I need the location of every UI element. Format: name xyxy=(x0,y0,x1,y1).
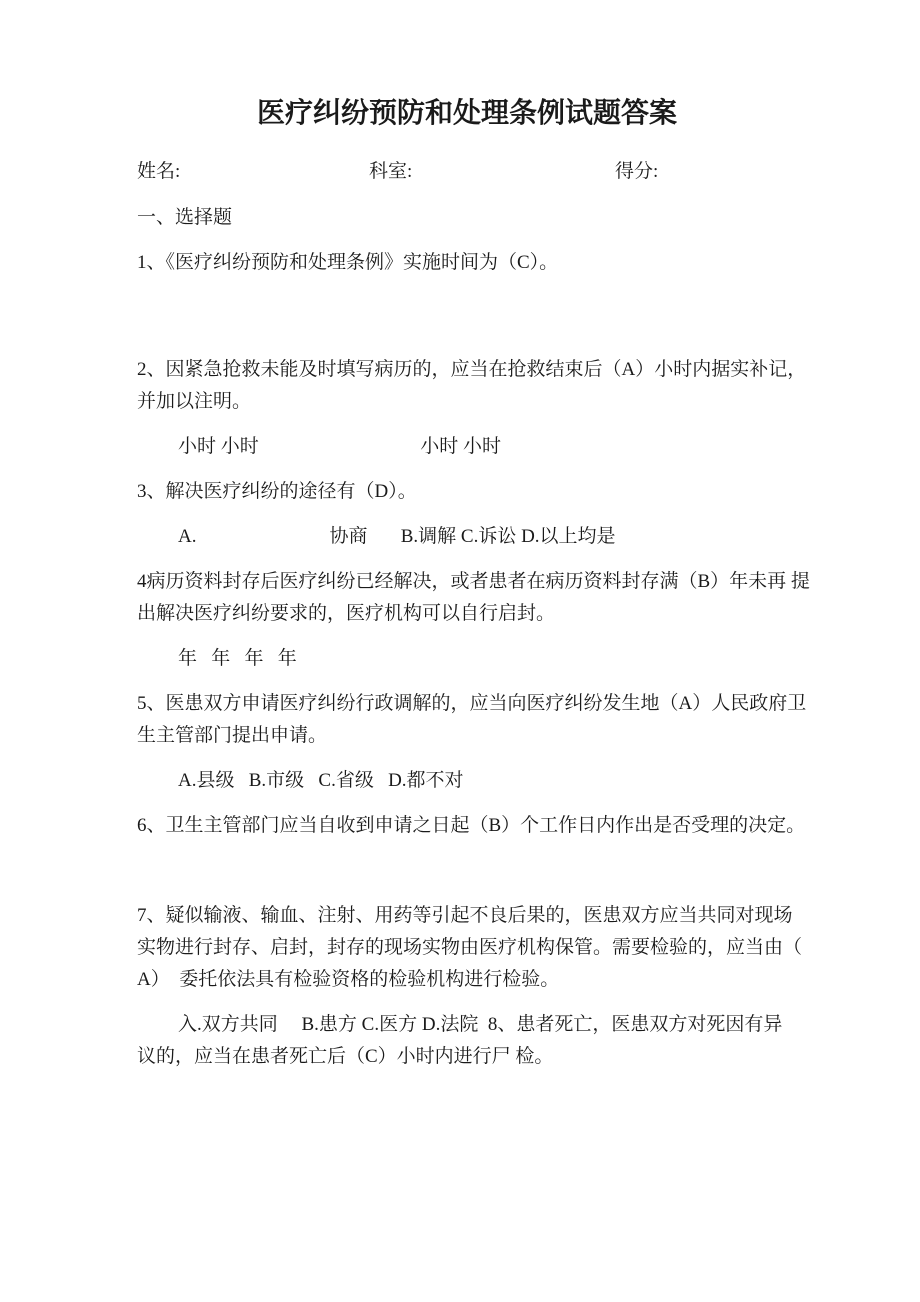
question-2-line-1: 2、因紧急抢救未能及时填写病历的，应当在抢救结束后（A）小时内据实补记， xyxy=(137,359,807,380)
question-7-line-2: 实物进行封存、启封，封存的现场实物由医疗机构保管。需要检验的，应当由（ xyxy=(137,937,803,958)
question-7-line-1: 7、疑似输液、输血、注射、用药等引起不良后果的，医患双方应当共同对现场 xyxy=(137,905,793,926)
blank-line xyxy=(137,292,877,354)
question-3-line-1: 3、解决医疗纠纷的途径有（D）。 xyxy=(137,481,417,502)
question-4 xyxy=(137,566,877,630)
question-6 xyxy=(137,810,877,842)
question-7-line-3: A） 委托依法具有检验资格的检验机构进行检验。 xyxy=(137,969,560,990)
question-7-options-question-8-line-1: 入.双方共同 B.患方 C.医方 D.法院 8、患者死亡，医患双方对死因有异 xyxy=(178,1014,783,1035)
question-4-line-2: 出解决医疗纠纷要求的，医疗机构可以自行启封。 xyxy=(137,603,556,624)
question-7 xyxy=(137,900,877,996)
question-4-options-line: 年 年 年 年 xyxy=(178,648,297,669)
question-5-line-2: 生主管部门提出申请。 xyxy=(137,725,328,746)
question-8-line-2: 议的，应当在患者死亡后（C）小时内进行尸 检。 xyxy=(137,1046,554,1067)
question-7-options-and-question-8 xyxy=(137,1009,877,1073)
question-2-line-2: 并加以注明。 xyxy=(137,391,252,412)
blank-line xyxy=(137,855,877,900)
score-field-label: 得分: xyxy=(615,161,659,182)
question-1 xyxy=(137,247,877,279)
section-heading: 一、选择题 xyxy=(137,207,233,228)
header-fields xyxy=(137,156,877,188)
question-3-options xyxy=(137,521,877,553)
question-5 xyxy=(137,688,877,752)
question-4-options xyxy=(137,643,877,675)
question-2 xyxy=(137,354,877,418)
department-field-label: 科室: xyxy=(369,161,413,182)
question-2-options-line: 小时 小时 小时 小时 xyxy=(178,436,502,457)
question-1-line-1: 1、《医疗纠纷预防和处理条例》实施时间为（C）。 xyxy=(137,252,559,273)
question-3-options-line: A. 协商 B.调解 C.诉讼 D.以上均是 xyxy=(178,526,616,547)
question-4-line-1: 4病历资料封存后医疗纠纷已经解决，或者患者在病历资料封存满（B）年未再 提 xyxy=(137,571,810,592)
question-5-line-1: 5、医患双方申请医疗纠纷行政调解的，应当向医疗纠纷发生地（A）人民政府卫 xyxy=(137,693,807,714)
document-content xyxy=(137,0,877,1086)
question-5-options-line: A.县级 B.市级 C.省级 D.都不对 xyxy=(178,770,464,791)
question-5-options xyxy=(137,765,877,797)
question-2-options xyxy=(137,431,877,463)
question-3 xyxy=(137,476,877,508)
question-6-line-1: 6、卫生主管部门应当自收到申请之日起（B）个工作日内作出是否受理的决定。 xyxy=(137,815,806,836)
name-field-label: 姓名: xyxy=(137,161,181,182)
page-title: 医疗纠纷预防和处理条例试题答案 xyxy=(256,98,677,129)
